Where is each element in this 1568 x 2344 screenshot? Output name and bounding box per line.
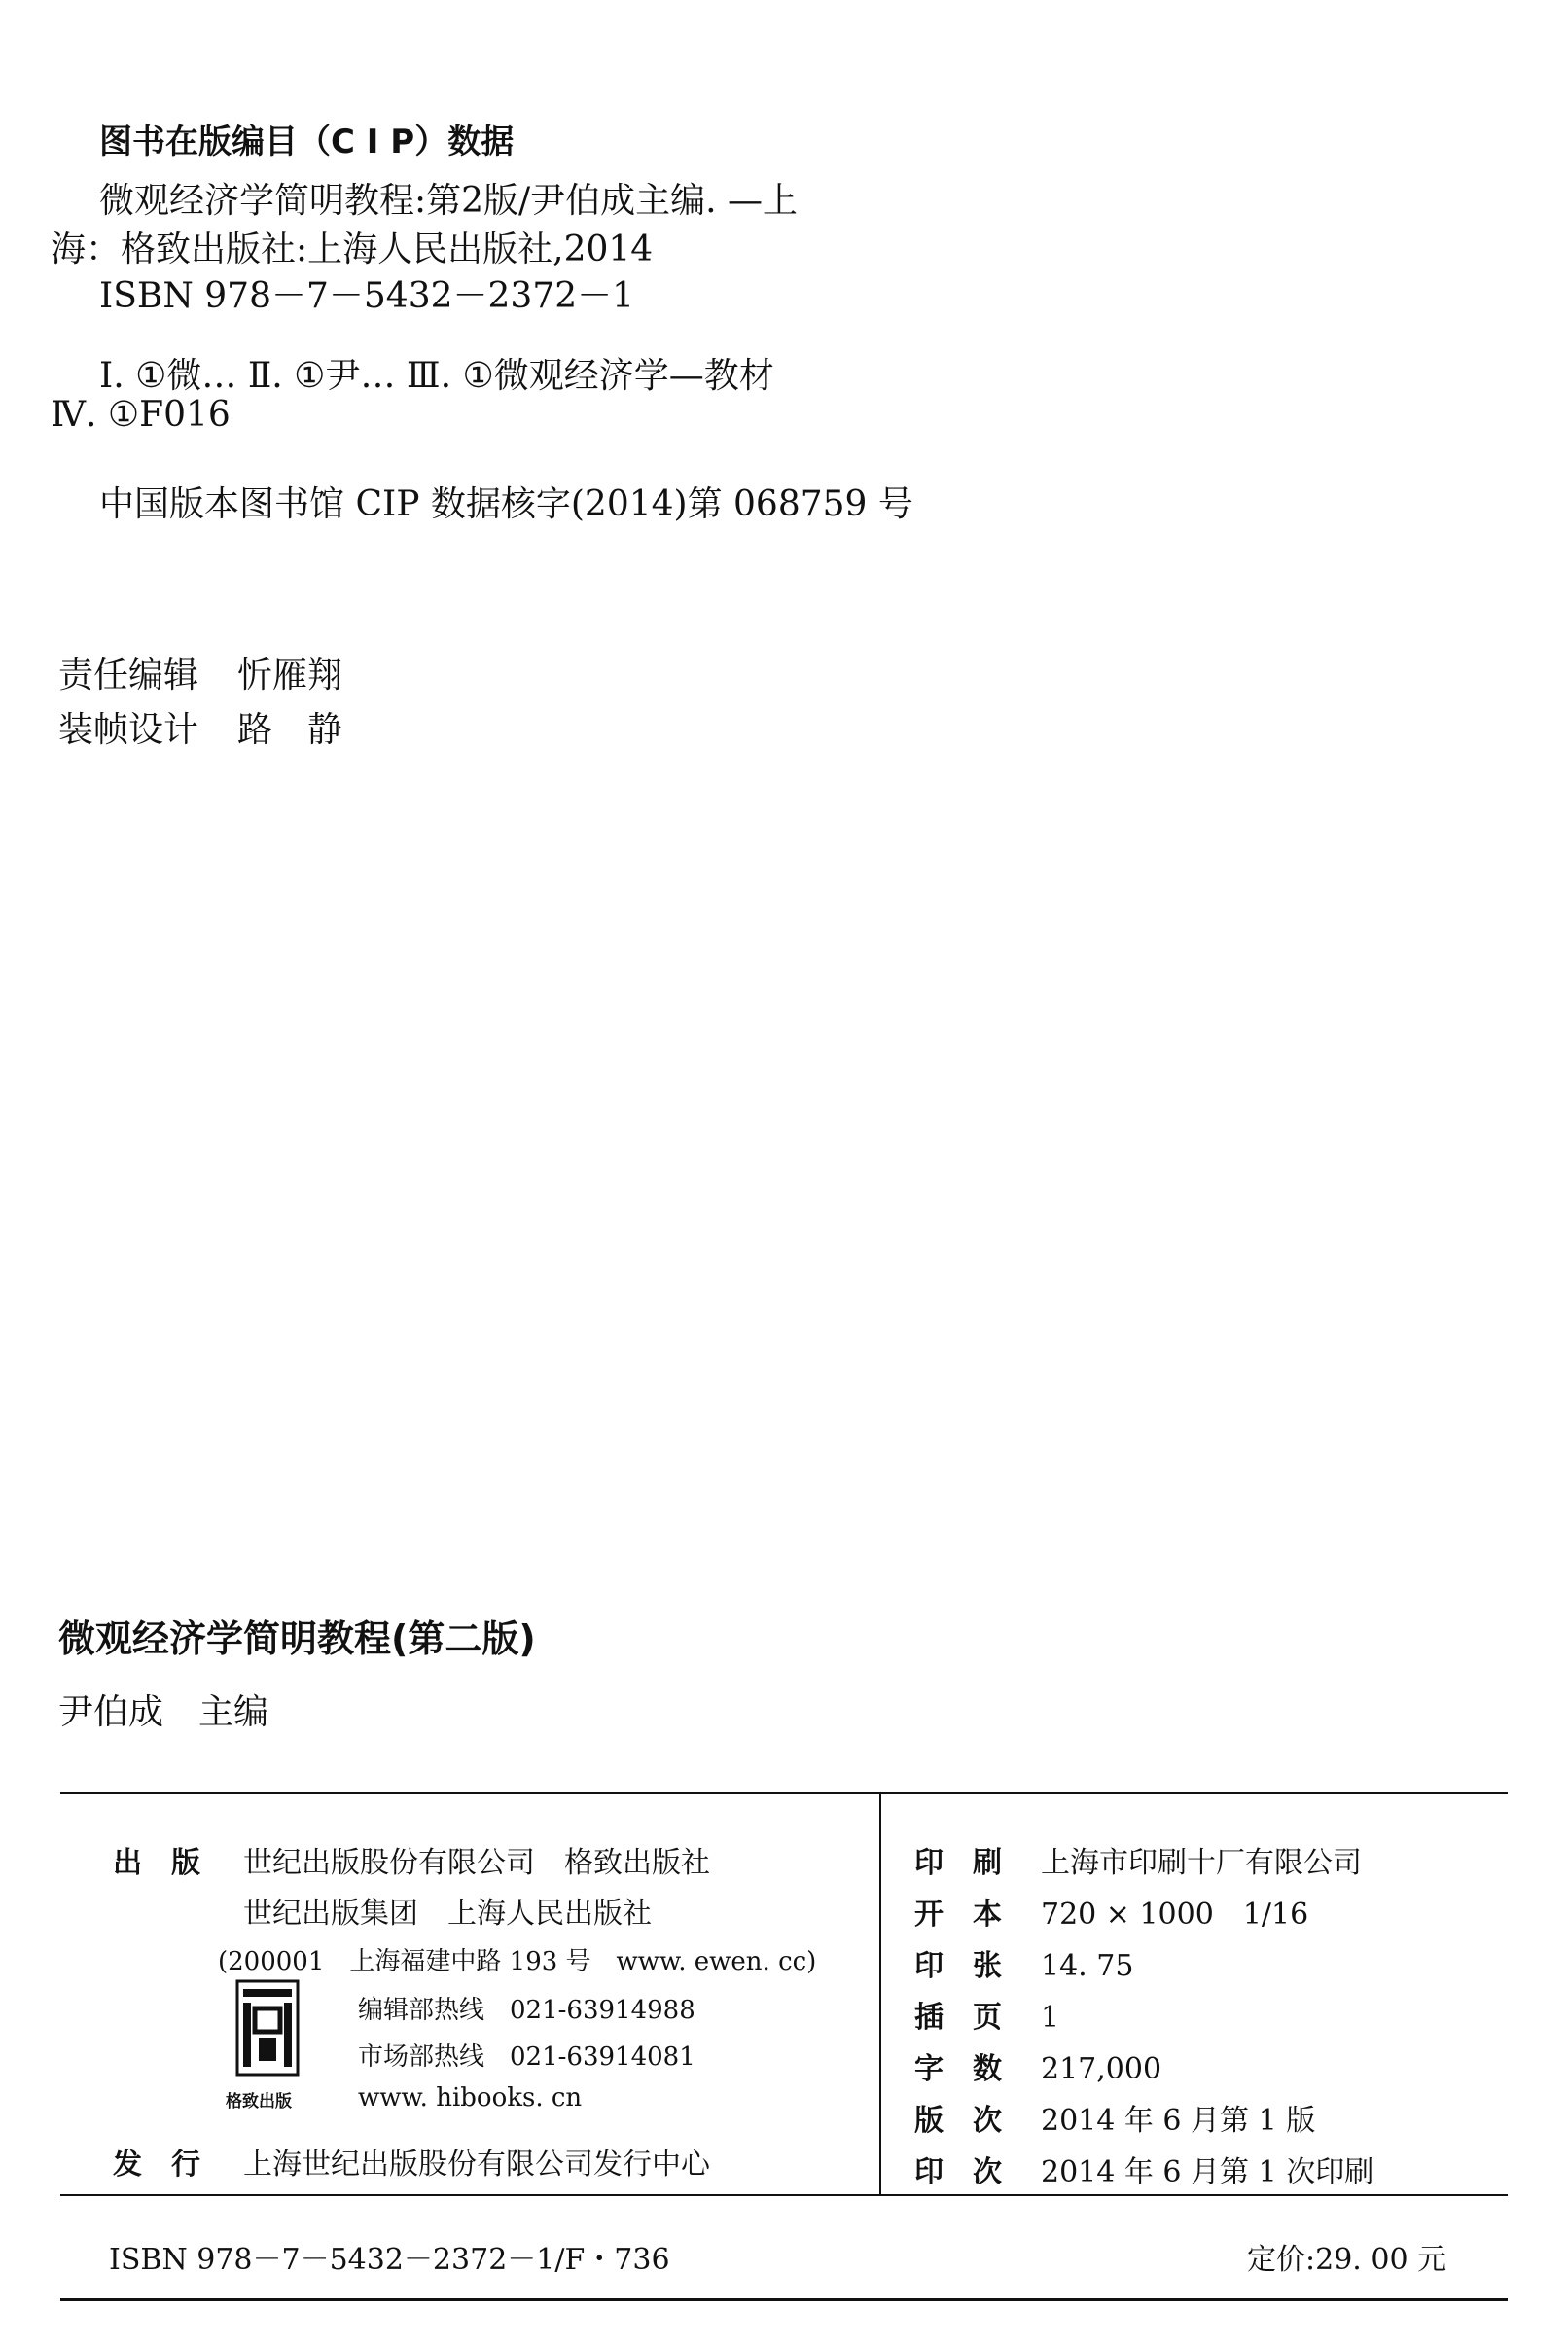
- label-distribute: 发 行: [113, 2148, 200, 2182]
- spec-print: [914, 1838, 1362, 1881]
- cip-title-line1: 微观经济学简明教程:第2版/尹伯成主编. —上: [99, 181, 799, 221]
- credit-role: 装帧设计: [58, 710, 199, 750]
- credit-name: 忻雁翔: [237, 656, 343, 695]
- label-publish: 出 版: [113, 1846, 200, 1880]
- spec-label: 版 次: [914, 2104, 1002, 2138]
- credit-editor: [58, 648, 342, 697]
- spec-label: 印 张: [914, 1949, 1002, 1983]
- publisher-line2: 世纪出版集团 上海人民出版社: [243, 1897, 652, 1931]
- publisher-address: (200001 上海福建中路 193 号 www. ewen. cc): [218, 1947, 817, 1976]
- cip-verify: 中国版本图书馆 CIP 数据核字(2014)第 068759 号: [99, 484, 913, 524]
- credit-role: 责任编辑: [58, 656, 199, 695]
- spec-value: 217,000: [1041, 2052, 1162, 2086]
- gezhi-logo-icon: [233, 1979, 302, 2077]
- book-author: 尹伯成 主编: [58, 1692, 269, 1732]
- market-hotline: 市场部热线 021-63914081: [358, 2042, 695, 2072]
- cip-title-line2: 海：格致出版社:上海人民出版社,2014: [51, 230, 654, 269]
- spec-value: 1: [1041, 2001, 1060, 2035]
- spec-value: 上海市印刷十厂有限公司: [1041, 1846, 1362, 1880]
- spec-wordcount: [914, 2044, 1161, 2087]
- spec-value: 720 × 1000 1/16: [1041, 1898, 1309, 1932]
- website: www. hibooks. cn: [358, 2083, 583, 2113]
- spec-inserts: [914, 1993, 1059, 2036]
- spec-label: 插 页: [914, 2001, 1002, 2035]
- spec-sheets: [914, 1941, 1133, 1984]
- editorial-hotline: 编辑部热线 021-63914988: [358, 1996, 695, 2025]
- book-title: 微观经济学简明教程(第二版): [58, 1617, 536, 1660]
- footer-price: 定价:29. 00 元: [1247, 2243, 1447, 2277]
- spec-printing: [914, 2148, 1373, 2190]
- credit-designer: [58, 702, 342, 752]
- spec-value: 2014 年 6 月第 1 版: [1041, 2104, 1316, 2138]
- bottom-rule: [60, 2298, 1508, 2301]
- credit-name: 路 静: [237, 710, 343, 750]
- column-divider: [879, 1792, 881, 2195]
- spec-label: 印 次: [914, 2155, 1002, 2189]
- publisher-line1: 世纪出版股份有限公司 格致出版社: [243, 1846, 710, 1880]
- spec-value: 2014 年 6 月第 1 次印刷: [1041, 2155, 1374, 2189]
- spec-value: 14. 75: [1041, 1949, 1134, 1983]
- spec-label: 开 本: [914, 1898, 1002, 1932]
- cip-heading: 图书在版编目（C I P）数据: [99, 123, 515, 161]
- middle-rule: [60, 2194, 1508, 2196]
- footer-isbn: ISBN 978－7－5432－2372－1/F・736: [109, 2243, 670, 2277]
- spec-label: 印 刷: [914, 1846, 1002, 1880]
- logo-text: 格致出版: [226, 2092, 292, 2112]
- cip-class-line1: Ⅰ. ①微… Ⅱ. ①尹… Ⅲ. ①微观经济学—教材: [99, 356, 774, 396]
- top-rule: [60, 1792, 1508, 1794]
- distributor: 上海世纪出版股份有限公司发行中心: [243, 2148, 710, 2182]
- cip-class-line2: Ⅳ. ①F016: [51, 395, 231, 435]
- spec-format: [914, 1890, 1308, 1933]
- spec-label: 字 数: [914, 2052, 1002, 2086]
- spec-edition: [914, 2096, 1315, 2139]
- cip-isbn: ISBN 978－7－5432－2372－1: [99, 276, 635, 316]
